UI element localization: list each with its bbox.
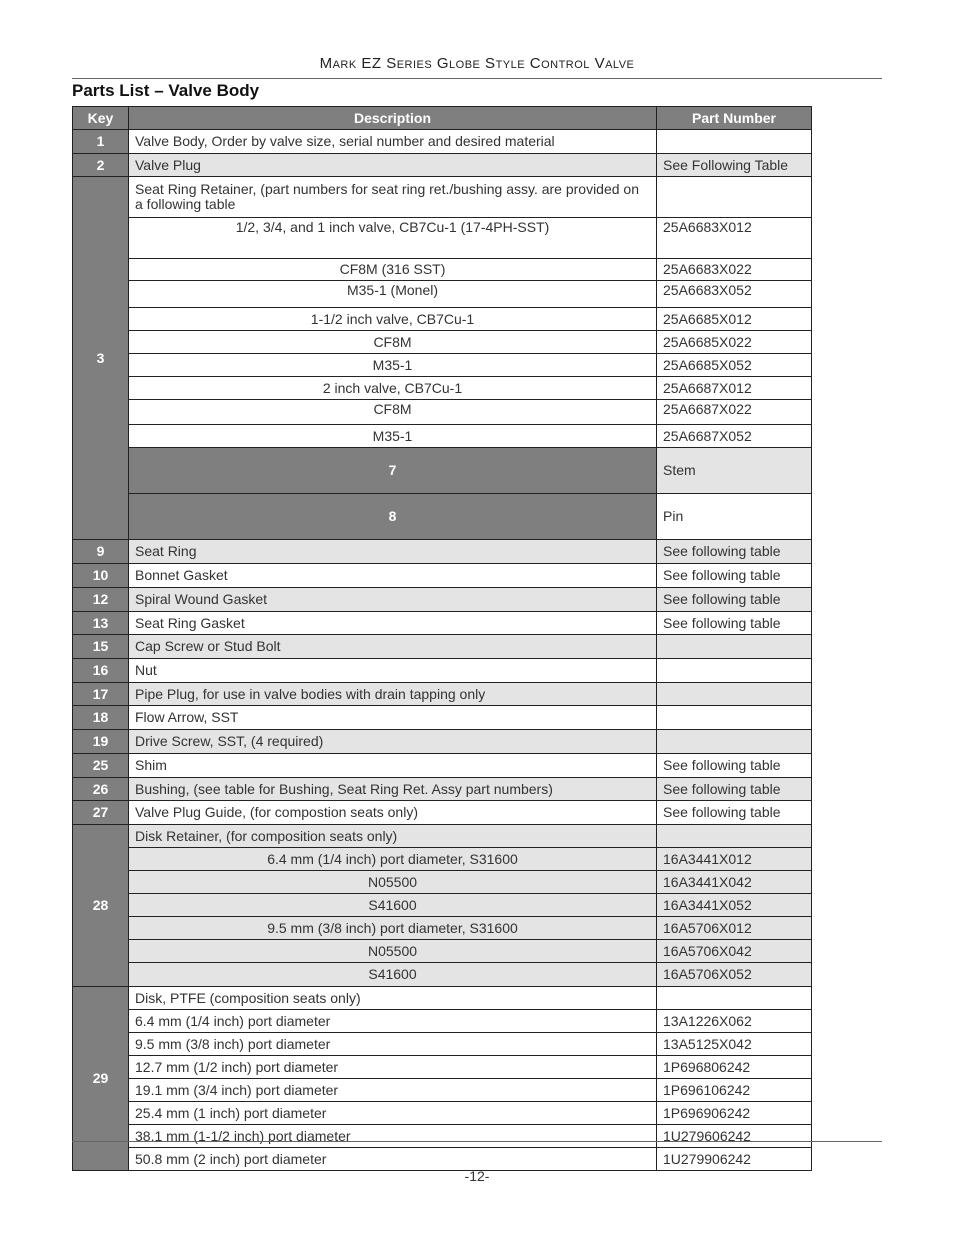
key-cell: 8: [129, 494, 657, 540]
description-cell: 50.8 mm (2 inch) port diameter: [129, 1148, 657, 1171]
key-cell: 2: [73, 154, 129, 177]
table-row: [73, 1102, 812, 1125]
table-row: [73, 354, 812, 377]
table-row: [73, 588, 812, 612]
column-header-description: Description: [129, 107, 657, 130]
table-row: [73, 963, 812, 987]
description-cell: 1-1/2 inch valve, CB7Cu-1: [129, 308, 657, 331]
table-row: [73, 871, 812, 894]
part-number-cell: 1P696806242: [657, 1056, 812, 1079]
description-cell: N05500: [129, 940, 657, 963]
description-cell: Seat Ring Retainer, (part numbers for seat ring ret./bushing assy. are provided on a following table: [129, 177, 657, 218]
key-cell: 9: [73, 540, 129, 564]
parts-table-header: [73, 107, 812, 130]
part-number-cell: See following table: [657, 612, 812, 635]
part-number-cell: See following table: [657, 588, 812, 612]
description-cell: CF8M (316 SST): [129, 259, 657, 281]
description-cell: M35-1: [129, 425, 657, 448]
description-cell: 2 inch valve, CB7Cu-1: [129, 377, 657, 400]
table-row: [73, 400, 812, 425]
parts-list-table: [72, 106, 812, 1171]
key-cell: 25: [73, 754, 129, 778]
part-number-cell: [657, 683, 812, 706]
part-number-cell: See following table: [657, 754, 812, 778]
description-cell: Valve Plug Guide, (for compostion seats only): [129, 801, 657, 825]
table-row: [73, 894, 812, 917]
part-number-cell: 16A5706X012: [657, 917, 812, 940]
table-row: [73, 612, 812, 635]
part-number-cell: [657, 659, 812, 683]
table-row: [73, 259, 812, 281]
part-number-cell: [657, 177, 812, 218]
table-row: [73, 801, 812, 825]
description-cell: CF8M: [129, 400, 657, 425]
description-cell: Drive Screw, SST, (4 required): [129, 730, 657, 754]
description-cell: 9.5 mm (3/8 inch) port diameter: [129, 1033, 657, 1056]
table-row: [73, 564, 812, 588]
key-cell: 1: [73, 130, 129, 154]
part-number-cell: 25A6685X012: [657, 308, 812, 331]
table-row: [73, 778, 812, 801]
table-row: [73, 425, 812, 448]
description-cell: Shim: [129, 754, 657, 778]
table-row: [73, 635, 812, 659]
part-number-cell: [657, 987, 812, 1010]
description-cell: Seat Ring Gasket: [129, 612, 657, 635]
key-cell: 12: [73, 588, 129, 612]
part-number-cell: 25A6687X052: [657, 425, 812, 448]
description-cell: Spiral Wound Gasket: [129, 588, 657, 612]
table-row: [73, 448, 812, 494]
part-number-cell: 1U279906242: [657, 1148, 812, 1171]
table-row: [73, 130, 812, 154]
key-cell: 10: [73, 564, 129, 588]
table-row: [73, 730, 812, 754]
part-number-cell: 1P696106242: [657, 1079, 812, 1102]
key-cell: 7: [129, 448, 657, 494]
key-cell: 3: [73, 177, 129, 540]
description-cell: Pin: [657, 494, 812, 540]
key-cell: 28: [73, 825, 129, 987]
table-row: [73, 917, 812, 940]
key-cell: 17: [73, 683, 129, 706]
header-divider: [72, 78, 882, 79]
table-row: [73, 377, 812, 400]
table-row: [73, 754, 812, 778]
part-number-cell: See Following Table: [657, 154, 812, 177]
part-number-cell: 16A3441X012: [657, 848, 812, 871]
key-cell: 18: [73, 706, 129, 730]
description-cell: S41600: [129, 894, 657, 917]
part-number-cell: See following table: [657, 564, 812, 588]
part-number-cell: 25A6683X012: [657, 218, 812, 259]
description-cell: 6.4 mm (1/4 inch) port diameter: [129, 1010, 657, 1033]
table-row: [73, 1010, 812, 1033]
table-row: [73, 940, 812, 963]
part-number-cell: 25A6683X022: [657, 259, 812, 281]
description-cell: M35-1 (Monel): [129, 281, 657, 308]
table-row: [73, 177, 812, 218]
description-cell: Valve Plug: [129, 154, 657, 177]
part-number-cell: See following table: [657, 540, 812, 564]
description-cell: 38.1 mm (1-1/2 inch) port diameter: [129, 1125, 657, 1148]
parts-table-body: [73, 130, 812, 1171]
table-row: [73, 825, 812, 848]
description-cell: Flow Arrow, SST: [129, 706, 657, 730]
table-row: [73, 540, 812, 564]
description-cell: Disk Retainer, (for composition seats only): [129, 825, 657, 848]
table-row: [73, 1056, 812, 1079]
description-cell: 12.7 mm (1/2 inch) port diameter: [129, 1056, 657, 1079]
description-cell: Valve Body, Order by valve size, serial number and desired material: [129, 130, 657, 154]
key-cell: 27: [73, 801, 129, 825]
table-row: [73, 281, 812, 308]
description-cell: Pipe Plug, for use in valve bodies with drain tapping only: [129, 683, 657, 706]
part-number-cell: [657, 130, 812, 154]
description-cell: Stem: [657, 448, 812, 494]
description-cell: M35-1: [129, 354, 657, 377]
part-number-cell: 25A6685X052: [657, 354, 812, 377]
table-row: [73, 494, 812, 540]
part-number-cell: 16A3441X052: [657, 894, 812, 917]
header-row: [73, 107, 812, 130]
footer-divider: [72, 1141, 882, 1142]
part-number-cell: 16A5706X042: [657, 940, 812, 963]
document-header-title: Mark EZ Series Globe Style Control Valve: [319, 55, 635, 72]
column-header-key: Key: [73, 107, 129, 130]
description-cell: S41600: [129, 963, 657, 987]
table-row: [73, 683, 812, 706]
description-cell: Disk, PTFE (composition seats only): [129, 987, 657, 1010]
part-number-cell: 25A6687X022: [657, 400, 812, 425]
table-row: [73, 706, 812, 730]
part-number-cell: [657, 825, 812, 848]
description-cell: Bonnet Gasket: [129, 564, 657, 588]
part-number-cell: [657, 635, 812, 659]
part-number-cell: 16A5706X052: [657, 963, 812, 987]
description-cell: Nut: [129, 659, 657, 683]
description-cell: 1/2, 3/4, and 1 inch valve, CB7Cu-1 (17-4PH-SST): [129, 218, 657, 259]
description-cell: 9.5 mm (3/8 inch) port diameter, S31600: [129, 917, 657, 940]
part-number-cell: 13A1226X062: [657, 1010, 812, 1033]
part-number-cell: See following table: [657, 801, 812, 825]
part-number-cell: [657, 706, 812, 730]
description-cell: Cap Screw or Stud Bolt: [129, 635, 657, 659]
table-row: [73, 1033, 812, 1056]
key-cell: 13: [73, 612, 129, 635]
part-number-cell: 13A5125X042: [657, 1033, 812, 1056]
key-cell: 16: [73, 659, 129, 683]
description-cell: Seat Ring: [129, 540, 657, 564]
key-cell: 26: [73, 778, 129, 801]
part-number-cell: 1P696906242: [657, 1102, 812, 1125]
table-row: [73, 308, 812, 331]
part-number-cell: See following table: [657, 778, 812, 801]
table-row: [73, 331, 812, 354]
part-number-cell: 16A3441X042: [657, 871, 812, 894]
page-number: -12-: [464, 1168, 490, 1184]
table-row: [73, 218, 812, 259]
table-row: [73, 659, 812, 683]
part-number-cell: 25A6683X052: [657, 281, 812, 308]
part-number-cell: 1U279606242: [657, 1125, 812, 1148]
description-cell: CF8M: [129, 331, 657, 354]
key-cell: 29: [73, 987, 129, 1171]
key-cell: 19: [73, 730, 129, 754]
table-row: [73, 1079, 812, 1102]
table-row: [73, 1125, 812, 1148]
description-cell: 25.4 mm (1 inch) port diameter: [129, 1102, 657, 1125]
part-number-cell: 25A6685X022: [657, 331, 812, 354]
part-number-cell: 25A6687X012: [657, 377, 812, 400]
description-cell: Bushing, (see table for Bushing, Seat Ring Ret. Assy part numbers): [129, 778, 657, 801]
column-header-part-number: Part Number: [657, 107, 812, 130]
description-cell: 19.1 mm (3/4 inch) port diameter: [129, 1079, 657, 1102]
table-row: [73, 154, 812, 177]
part-number-cell: [657, 730, 812, 754]
description-cell: 6.4 mm (1/4 inch) port diameter, S31600: [129, 848, 657, 871]
table-row: [73, 987, 812, 1010]
section-title: Parts List – Valve Body: [72, 81, 260, 100]
key-cell: 15: [73, 635, 129, 659]
table-row: [73, 848, 812, 871]
description-cell: N05500: [129, 871, 657, 894]
